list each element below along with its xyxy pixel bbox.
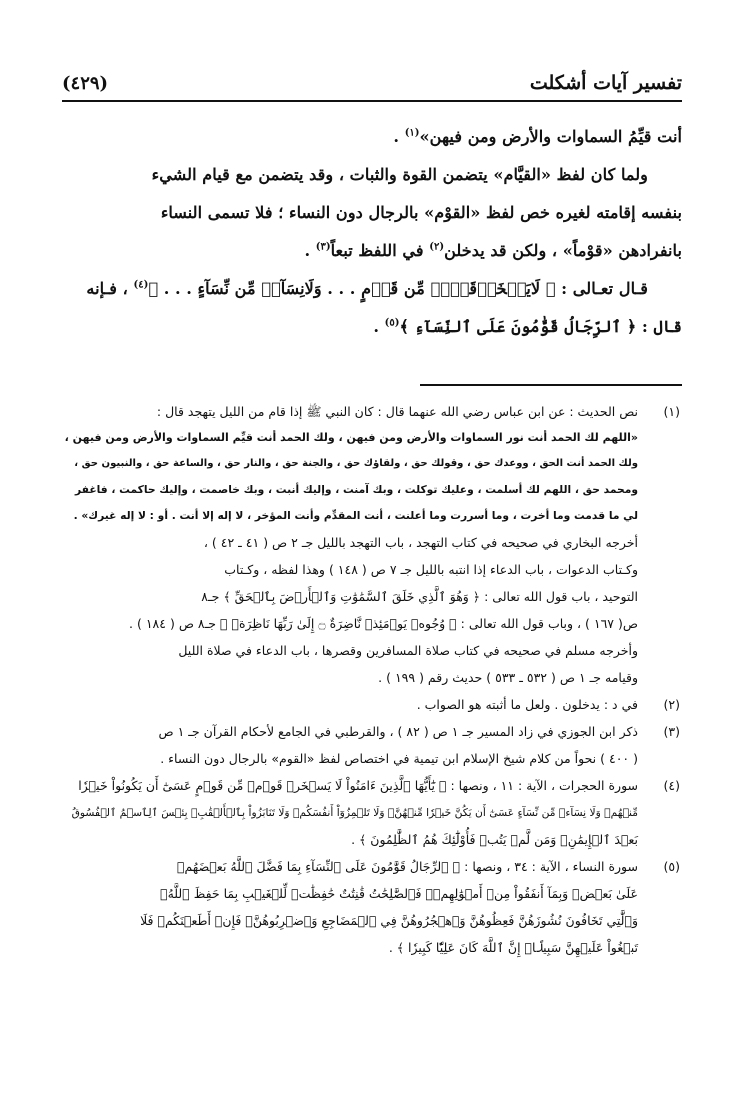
main-line-3: بنفسه إقامته لغيره خص لفظ «القوْم» بالرجال دون النساء ؛ فلا تسمى النساء bbox=[160, 203, 682, 222]
footnote-line: مِّنۡهُمۡ وَلَا نِسَآءٞ مِّن نِّسَآءٍ عَسَىٰٓ أَن يَكُنَّ خَيۡرٗا مِّنۡهُنَّۖ وَلَا تَلۡمِزُوٓاْ أَنفُسَكُمۡ وَلَا تَنَابَزُواْ بِٱلۡأَلۡقَٰبِۖ بِئۡسَ ٱلِٱسۡمُ ٱلۡفُسُوقُ bbox=[71, 806, 638, 819]
footnote-line: سورة النساء ، الآية : ٣٤ ، ونصها : ﴿ ٱلرِّجَالُ قَوَّٰمُونَ عَلَى ٱلنِّسَآءِ بِمَا فَضَّلَ ٱللَّهُ بَعۡضَهُمۡ bbox=[176, 859, 638, 874]
footnote-mark-3: (٣) bbox=[315, 241, 331, 253]
main-line-2: ولما كان لفظ «القيَّام» يتضمن القوة والثبات ، وقد يتضمن مع قيام الشيء bbox=[151, 165, 648, 184]
footnote-5 bbox=[62, 853, 682, 961]
footnote-line: ذكر ابن الجوزي في زاد المسير جـ ١ ص ( ٨٢ ) ، والقرطبي في الجامع لأحكام القرآن جـ ١ ص bbox=[158, 724, 638, 739]
footnote-mark-5: (٥) bbox=[384, 317, 400, 329]
footnote-line: وأخرجه مسلم في صحيحه في كتاب صلاة المسافرين وقصرها ، باب الدعاء في صلاة الليل bbox=[178, 643, 638, 658]
footnote-line: وَٱلَّٰتِي تَخَافُونَ نُشُوزَهُنَّ فَعِظُوهُنَّ وَٱهۡجُرُوهُنَّ فِي ٱلۡمَضَاجِعِ وَٱضۡرِبُوهُنَّۖ فَإِنۡ أَطَعۡنَكُمۡ فَلَا bbox=[140, 913, 638, 928]
footnotes bbox=[62, 398, 682, 961]
footnote-line: أخرجه البخاري في صحيحه في كتاب التهجد ، باب التهجد بالليل جـ ٢ ص ( ٤١ ـ ٤٢ ) ، bbox=[203, 535, 638, 550]
footnote-mark-1: (١) bbox=[404, 127, 420, 139]
footnote-line: «اللهم لك الحمد أنت نور السماوات والأرض ومن فيهن ، ولك الحمد أنت قيِّم السماوات والأرض ومن فيهن ، bbox=[64, 431, 638, 444]
footnote-line: سورة الحجرات ، الآية : ١١ ، ونصها : ﴿ يَٰٓأَيُّهَا ٱلَّذِينَ ءَامَنُواْ لَا يَسۡخَرۡ قَوۡمٞ مِّن قَوۡمٍ عَسَىٰٓ أَن يَكُونُواْ خَيۡرٗا bbox=[78, 778, 638, 793]
footnote-line: لي ما قدمت وما أخرت ، وما أسررت وما أعلنت ، أنت المقدِّم وأنت المؤخر ، لا إله إلا أنت . أو : لا إله غيرك» . bbox=[73, 509, 638, 522]
footnote-line: وقيامه جـ ١ ص ( ٥٣٢ ـ ٥٣٣ ) حديث رقم ( ١٩٩ ) . bbox=[378, 670, 638, 685]
page-header bbox=[62, 66, 682, 102]
footnote-line: نص الحديث : عن ابن عباس رضي الله عنهما قال : كان النبي ﷺ إذا قام من الليل يتهجد قال : bbox=[156, 404, 638, 419]
footnote-number: (٣) bbox=[663, 724, 680, 739]
footnote-4 bbox=[62, 772, 682, 853]
footnote-line: وكـتاب الدعوات ، باب الدعاء إذا انتبه بالليل جـ ٧ ص ( ١٤٨ ) وهذا لفظه ، وكـتاب bbox=[224, 562, 638, 577]
footnote-separator bbox=[420, 384, 682, 386]
page-number: (٤٢٩) bbox=[62, 72, 109, 94]
footnote-line: تَبۡغُواْ عَلَيۡهِنَّ سَبِيلًاۗ إِنَّ ٱللَّهَ كَانَ عَلِيّٗا كَبِيرٗا ﴾ . bbox=[388, 940, 638, 955]
footnote-1 bbox=[62, 398, 682, 691]
main-line-1: أنت قيِّمُ السماوات والأرض ومن فيهن»$^{(١)}$ . bbox=[393, 127, 682, 146]
main-line-6: قال : ﴿ ٱلرِّجَالُ قَوَّٰمُونَ عَلَى ٱلنِّسَآءِ ﴾$^{(٥)}$ . bbox=[373, 317, 682, 336]
footnote-line: بَعۡدَ ٱلۡإِيمَٰنِۚ وَمَن لَّمۡ يَتُبۡ فَأُوْلَٰٓئِكَ هُمُ ٱلظَّٰلِمُونَ ﴾ . bbox=[351, 832, 638, 847]
footnote-line: في د : يدخلون . ولعل ما أثبته هو الصواب . bbox=[416, 697, 638, 712]
footnote-number: (١) bbox=[663, 404, 680, 419]
footnote-line: ومحمد حق ، اللهم لك أسلمت ، وعليك توكلت ، وبك آمنت ، وإليك أنبت ، وبك خاصمت ، وإليك حاكمت ، فاغفر bbox=[75, 483, 638, 496]
footnote-number: (٤) bbox=[663, 778, 680, 793]
footnote-number: (٢) bbox=[663, 697, 680, 712]
footnote-line: ( ٤٠٠ ) نحواً من كلام شيخ الإسلام ابن تيمية في اختصاص لفظ «القوم» بالرجال دون النساء . bbox=[160, 751, 638, 766]
main-line-4: بانفرادهن «قوْماً» ، ولكن قد يدخلن$^{(٢)}$ في اللفظ تبعاً$^{(٣)}$ . bbox=[304, 241, 682, 260]
footnote-line: عَلَىٰ بَعۡضٖ وَبِمَآ أَنفَقُواْ مِنۡ أَمۡوَٰلِهِمۡۚ فَٱلصَّٰلِحَٰتُ قَٰنِتَٰتٌ حَٰفِظَٰتٞ لِّلۡغَيۡبِ بِمَا حَفِظَ ٱللَّهُۚ bbox=[160, 886, 638, 901]
footnote-2 bbox=[62, 691, 682, 718]
footnote-line: ولك الحمد أنت الحق ، ووعدك حق ، وقولك حق ، ولقاؤك حق ، والجنة حق ، والنار حق ، والساعة حق ، والنبيون حق ، bbox=[74, 458, 638, 469]
footnote-number: (٥) bbox=[663, 859, 680, 874]
main-line-5: قـال تعـالى : ﴿ لَايَسۡخَرۡقَوۡمٞ مِّن قَوۡمٍ . . . وَلَانِسَآءٞ مِّن نِّسَآءٍ . . . ﴾$^{(٤)}$ ، فـإنه bbox=[86, 279, 648, 298]
footnote-line: ص( ١٦٧ ) ، وباب قول الله تعالى : ﴿ وُجُوهٞ يَوۡمَئِذٖ نَّاضِرَةٌ ۝ إِلَىٰ رَبِّهَا نَاظِرَةٞ ﴾ جـ٨ ص ( ١٨٤ ) . bbox=[129, 616, 638, 631]
running-title: تفسير آيات أشكلت bbox=[529, 72, 682, 94]
footnote-3 bbox=[62, 718, 682, 772]
main-text bbox=[62, 118, 682, 346]
footnote-line: التوحيد ، باب قول الله تعالى : ﴿ وَهُوَ ٱلَّذِي خَلَقَ ٱلسَّمَٰوَٰتِ وَٱلۡأَرۡضَ بِٱلۡحَقِّ ﴾ جـ٨ bbox=[201, 589, 638, 604]
footnote-mark-4: (٤) bbox=[133, 279, 149, 291]
footnote-mark-2: (٢) bbox=[429, 241, 445, 253]
